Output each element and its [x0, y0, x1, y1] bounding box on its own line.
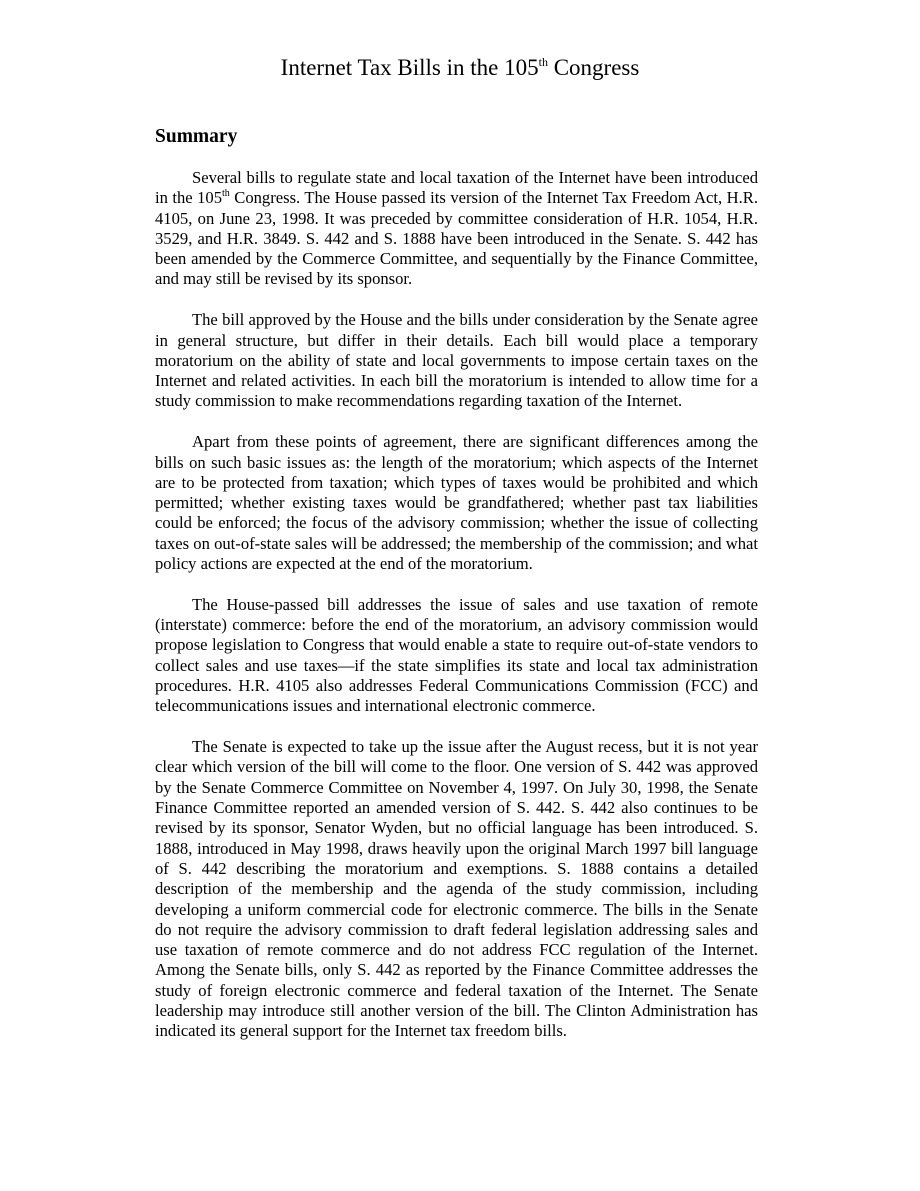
title-text: Internet Tax Bills in the 105 — [280, 55, 539, 80]
title-text-suffix: Congress — [547, 55, 640, 80]
summary-heading: Summary — [155, 126, 238, 147]
paragraph-1-text-cont: Congress. The House passed its version of the Internet Tax Freedom Act, H.R. 4105, on June 23, 1998. It was preceded by committee consideration of H.R. 1054, H.R. 3529, and H.R. 3849. S. 442 and S. 1888 have been introduced in the Senate. S. 442 has been amended by the Commerce Committee, and sequentially by the Finance Committee, and may still be revised by its sponsor. — [155, 188, 758, 289]
paragraph-1-text: Several bills to regulate state and local taxation of the Internet have been introduced in the 105 — [155, 168, 758, 208]
paragraph-3: Apart from these points of agreement, there are significant differences among the bills on such basic issues as: the length of the moratorium; which aspects of the Internet are to be protected from taxation; which types of taxes would be prohibited and which permitted; whether existing taxes would be grandfathered; whether past tax liabilities could be enforced; the focus of the advisory commission; whether the issue of collecting taxes on out-of-state sales will be addressed; the membership of the commission; and what policy actions are expected at the end of the moratorium. — [155, 432, 758, 574]
paragraph-1-superscript: th — [222, 188, 230, 200]
paragraph-1 — [155, 168, 758, 290]
document-title — [0, 52, 920, 87]
paragraph-2: The bill approved by the House and the bills under consideration by the Senate agree in general structure, but differ in their details. Each bill would place a temporary moratorium on the ability of state and local governments to impose certain taxes on the Internet and related activities. In each bill the moratorium is intended to allow time for a study commission to make recommendations regarding taxation of the Internet. — [155, 310, 758, 411]
paragraph-4: The House-passed bill addresses the issue of sales and use taxation of remote (interstate) commerce: before the end of the moratorium, an advisory commission would propose legislation to Congress that would enable a state to require out-of-state vendors to collect sales and use taxes—if the state simplifies its state and local tax administration procedures. H.R. 4105 also addresses Federal Communications Commission (FCC) and telecommunications issues and international electronic commerce. — [155, 594, 758, 716]
paragraph-5: The Senate is expected to take up the issue after the August recess, but it is not year clear which version of the bill will come to the floor. One version of S. 442 was approved by the Senate Commerce Committee on November 4, 1997. On July 30, 1998, the Senate Finance Committee reported an amended version of S. 442. S. 442 also continues to be revised by its sponsor, Senator Wyden, but no official language has been introduced. S. 1888, introduced in May 1998, draws heavily upon the original March 1997 bill language of S. 442 describing the moratorium and exemptions. S. 1888 contains a detailed description of the membership and the agenda of the study commission, including developing a uniform commercial code for electronic commerce. The bills in the Senate do not require the advisory commission to draft federal legislation addressing sales and use taxation of remote commerce and do not address FCC regulation of the Internet. Among the Senate bills, only S. 442 as reported by the Finance Committee addresses the study of foreign electronic commerce and federal taxation of the Internet. The Senate leadership may introduce still another version of the bill. The Clinton Administration has indicated its general support for the Internet tax freedom bills. — [155, 737, 758, 1041]
summary-body — [155, 168, 758, 1062]
title-superscript: th — [538, 55, 548, 69]
